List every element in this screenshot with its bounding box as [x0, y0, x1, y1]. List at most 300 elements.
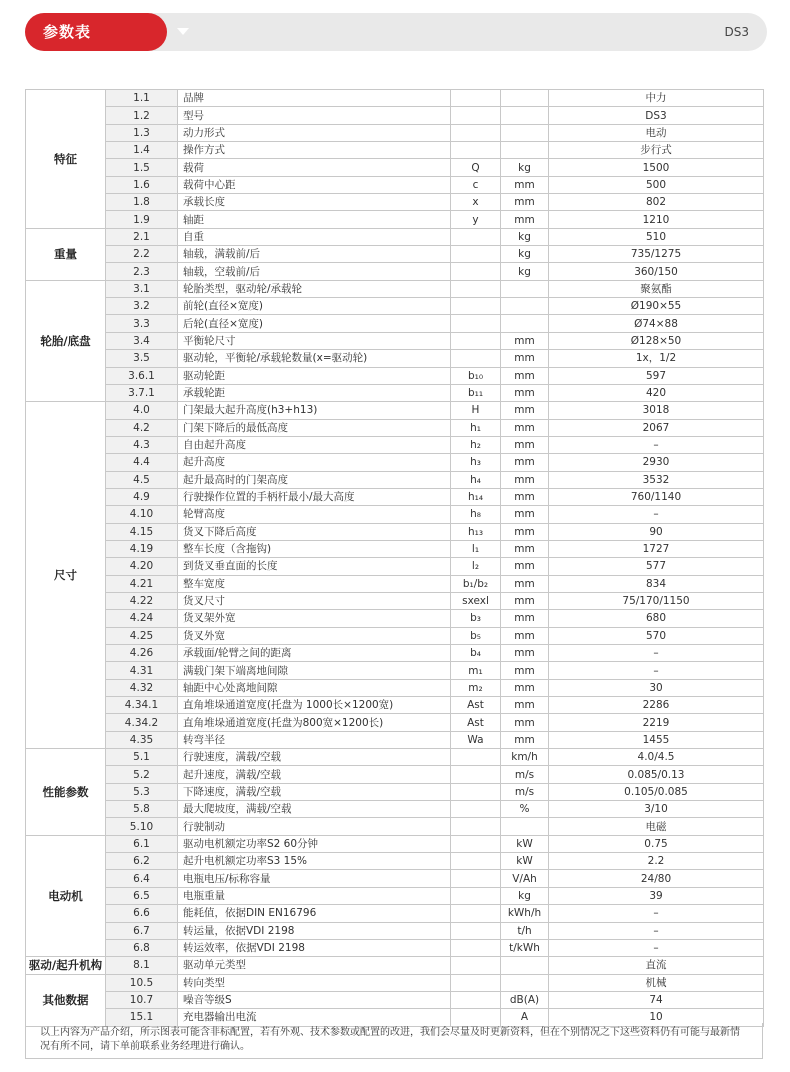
table-row — [26, 402, 764, 419]
item-name: 动力形式 — [178, 124, 451, 141]
item-unit: mm — [501, 714, 549, 731]
table-row — [26, 905, 764, 922]
item-name: 轮臂高度 — [178, 506, 451, 523]
category-cell: 其他数据 — [26, 974, 106, 1026]
item-unit: kWh/h — [501, 905, 549, 922]
item-name: 载荷中心距 — [178, 176, 451, 193]
category-cell: 性能参数 — [26, 749, 106, 836]
item-name: 整车宽度 — [178, 575, 451, 592]
item-number: 5.2 — [106, 766, 178, 783]
item-value: 0.105/0.085 — [549, 783, 764, 800]
item-name: 起升最高时的门架高度 — [178, 471, 451, 488]
item-symbol: h₁₃ — [451, 523, 501, 540]
table-row — [26, 246, 764, 263]
item-name: 前轮(直径×宽度) — [178, 298, 451, 315]
item-number: 6.5 — [106, 887, 178, 904]
item-symbol — [451, 887, 501, 904]
table-row — [26, 384, 764, 401]
item-value: 1210 — [549, 211, 764, 228]
item-number: 5.1 — [106, 749, 178, 766]
item-symbol — [451, 749, 501, 766]
item-name: 驱动轮，平衡轮/承载轮数量(x=驱动轮) — [178, 350, 451, 367]
item-name: 直角堆垛通道宽度(托盘为 1000长×1200宽) — [178, 697, 451, 714]
table-row — [26, 818, 764, 835]
item-unit: m/s — [501, 766, 549, 783]
item-symbol — [451, 332, 501, 349]
item-symbol: l₁ — [451, 540, 501, 557]
table-row — [26, 471, 764, 488]
item-value: 2286 — [549, 697, 764, 714]
item-symbol: x — [451, 194, 501, 211]
item-name: 直角堆垛通道宽度(托盘为800宽×1200长) — [178, 714, 451, 731]
item-number: 1.9 — [106, 211, 178, 228]
item-symbol: h₁ — [451, 419, 501, 436]
item-unit: t/kWh — [501, 939, 549, 956]
category-cell: 电动机 — [26, 835, 106, 956]
table-row — [26, 783, 764, 800]
item-value: 电动 — [549, 124, 764, 141]
item-symbol: Ast — [451, 714, 501, 731]
item-unit: kg — [501, 263, 549, 280]
item-value: 聚氨酯 — [549, 280, 764, 297]
item-value: 2067 — [549, 419, 764, 436]
item-number: 5.8 — [106, 801, 178, 818]
item-symbol: Ast — [451, 697, 501, 714]
table-row — [26, 974, 764, 991]
item-name: 驱动单元类型 — [178, 957, 451, 974]
item-unit — [501, 124, 549, 141]
item-number: 1.4 — [106, 142, 178, 159]
item-symbol — [451, 766, 501, 783]
item-value: 1455 — [549, 731, 764, 748]
item-name: 轮胎类型，驱动轮/承载轮 — [178, 280, 451, 297]
item-symbol: c — [451, 176, 501, 193]
item-symbol — [451, 263, 501, 280]
item-number: 15.1 — [106, 1009, 178, 1026]
item-unit — [501, 818, 549, 835]
item-symbol: H — [451, 402, 501, 419]
table-row — [26, 298, 764, 315]
item-name: 起升电机额定功率S3 15% — [178, 853, 451, 870]
table-row — [26, 107, 764, 124]
table-row — [26, 679, 764, 696]
table-row — [26, 506, 764, 523]
item-unit: mm — [501, 627, 549, 644]
item-symbol: b₃ — [451, 610, 501, 627]
item-unit: kg — [501, 246, 549, 263]
section-title-tab — [25, 13, 167, 51]
item-symbol: b₅ — [451, 627, 501, 644]
item-name: 到货叉垂直面的长度 — [178, 558, 451, 575]
item-name: 自由起升高度 — [178, 436, 451, 453]
item-name: 轴载，满载前/后 — [178, 246, 451, 263]
item-name: 型号 — [178, 107, 451, 124]
item-value: – — [549, 662, 764, 679]
item-symbol: b₁₁ — [451, 384, 501, 401]
item-unit — [501, 974, 549, 991]
item-unit: mm — [501, 436, 549, 453]
item-symbol: y — [451, 211, 501, 228]
item-value: – — [549, 939, 764, 956]
item-symbol — [451, 298, 501, 315]
item-value: DS3 — [549, 107, 764, 124]
table-row — [26, 714, 764, 731]
item-value: 75/170/1150 — [549, 592, 764, 609]
item-number: 4.15 — [106, 523, 178, 540]
category-cell: 轮胎/底盘 — [26, 280, 106, 401]
item-name: 货叉架外宽 — [178, 610, 451, 627]
item-value: 3/10 — [549, 801, 764, 818]
item-value: – — [549, 905, 764, 922]
item-value: 0.75 — [549, 835, 764, 852]
item-value: – — [549, 922, 764, 939]
item-number: 4.25 — [106, 627, 178, 644]
table-row — [26, 801, 764, 818]
table-row — [26, 592, 764, 609]
item-unit: kg — [501, 887, 549, 904]
item-unit: mm — [501, 558, 549, 575]
table-row — [26, 280, 764, 297]
item-name: 电瓶重量 — [178, 887, 451, 904]
item-name: 门架下降后的最低高度 — [178, 419, 451, 436]
table-row — [26, 176, 764, 193]
item-name: 轴载，空载前/后 — [178, 263, 451, 280]
item-symbol: h₂ — [451, 436, 501, 453]
item-unit — [501, 90, 549, 107]
item-number: 3.1 — [106, 280, 178, 297]
item-name: 行驶速度，满载/空载 — [178, 749, 451, 766]
item-value: – — [549, 645, 764, 662]
category-cell: 重量 — [26, 228, 106, 280]
item-value: 680 — [549, 610, 764, 627]
category-cell: 驱动/起升机构 — [26, 957, 106, 974]
item-name: 转运量，依据VDI 2198 — [178, 922, 451, 939]
table-row — [26, 263, 764, 280]
item-unit: mm — [501, 610, 549, 627]
table-row — [26, 662, 764, 679]
table-row — [26, 558, 764, 575]
section-header — [25, 13, 767, 51]
item-unit: mm — [501, 506, 549, 523]
table-row — [26, 142, 764, 159]
item-unit: mm — [501, 540, 549, 557]
item-value: 760/1140 — [549, 488, 764, 505]
item-number: 2.1 — [106, 228, 178, 245]
item-number: 3.2 — [106, 298, 178, 315]
item-value: 0.085/0.13 — [549, 766, 764, 783]
item-value: 3018 — [549, 402, 764, 419]
item-name: 起升速度，满载/空载 — [178, 766, 451, 783]
item-unit: mm — [501, 194, 549, 211]
table-row — [26, 332, 764, 349]
item-number: 4.0 — [106, 402, 178, 419]
item-unit: mm — [501, 645, 549, 662]
item-symbol: m₂ — [451, 679, 501, 696]
table-row — [26, 991, 764, 1008]
table-row — [26, 922, 764, 939]
item-value: 1x，1/2 — [549, 350, 764, 367]
item-number: 3.3 — [106, 315, 178, 332]
model-label: DS3 — [724, 25, 749, 39]
item-name: 下降速度，满载/空载 — [178, 783, 451, 800]
item-name: 承载轮距 — [178, 384, 451, 401]
item-unit: mm — [501, 454, 549, 471]
item-unit — [501, 280, 549, 297]
item-symbol — [451, 90, 501, 107]
item-unit — [501, 315, 549, 332]
item-number: 4.4 — [106, 454, 178, 471]
item-symbol — [451, 280, 501, 297]
item-unit: mm — [501, 697, 549, 714]
table-row — [26, 887, 764, 904]
item-value: 500 — [549, 176, 764, 193]
item-name: 自重 — [178, 228, 451, 245]
item-name: 起升高度 — [178, 454, 451, 471]
item-name: 行驶操作位置的手柄杆最小/最大高度 — [178, 488, 451, 505]
item-number: 4.26 — [106, 645, 178, 662]
item-name: 操作方式 — [178, 142, 451, 159]
item-unit: mm — [501, 402, 549, 419]
item-number: 1.3 — [106, 124, 178, 141]
item-name: 后轮(直径×宽度) — [178, 315, 451, 332]
item-name: 能耗值，依据DIN EN16796 — [178, 905, 451, 922]
item-unit — [501, 107, 549, 124]
table-row — [26, 159, 764, 176]
item-name: 整车长度（含拖钩) — [178, 540, 451, 557]
item-number: 4.10 — [106, 506, 178, 523]
category-cell: 特征 — [26, 90, 106, 229]
item-symbol — [451, 818, 501, 835]
item-name: 平衡轮尺寸 — [178, 332, 451, 349]
item-name: 货叉外宽 — [178, 627, 451, 644]
item-unit: mm — [501, 367, 549, 384]
item-number: 4.9 — [106, 488, 178, 505]
table-row — [26, 835, 764, 852]
item-number: 10.5 — [106, 974, 178, 991]
item-number: 4.34.1 — [106, 697, 178, 714]
item-name: 载荷 — [178, 159, 451, 176]
item-unit: A — [501, 1009, 549, 1026]
item-name: 转弯半径 — [178, 731, 451, 748]
item-value: 步行式 — [549, 142, 764, 159]
item-number: 6.4 — [106, 870, 178, 887]
item-number: 4.5 — [106, 471, 178, 488]
item-number: 4.20 — [106, 558, 178, 575]
item-unit: % — [501, 801, 549, 818]
table-row — [26, 731, 764, 748]
item-symbol — [451, 315, 501, 332]
item-number: 3.5 — [106, 350, 178, 367]
item-value: 834 — [549, 575, 764, 592]
item-value: 577 — [549, 558, 764, 575]
item-symbol: h₄ — [451, 471, 501, 488]
item-number: 2.2 — [106, 246, 178, 263]
item-unit: mm — [501, 592, 549, 609]
item-number: 4.35 — [106, 731, 178, 748]
item-value: 4.0/4.5 — [549, 749, 764, 766]
item-symbol — [451, 783, 501, 800]
item-number: 4.34.2 — [106, 714, 178, 731]
spec-table — [25, 89, 764, 1027]
item-value: 1727 — [549, 540, 764, 557]
item-unit — [501, 957, 549, 974]
table-row — [26, 645, 764, 662]
item-number: 6.7 — [106, 922, 178, 939]
table-row — [26, 124, 764, 141]
item-symbol — [451, 124, 501, 141]
table-row — [26, 367, 764, 384]
item-number: 5.3 — [106, 783, 178, 800]
item-number: 3.4 — [106, 332, 178, 349]
item-number: 6.2 — [106, 853, 178, 870]
item-value: 802 — [549, 194, 764, 211]
item-name: 转运效率，依据VDI 2198 — [178, 939, 451, 956]
item-number: 3.7.1 — [106, 384, 178, 401]
item-symbol: Q — [451, 159, 501, 176]
item-unit: mm — [501, 575, 549, 592]
item-unit: kg — [501, 228, 549, 245]
item-symbol: h₈ — [451, 506, 501, 523]
item-value: 2219 — [549, 714, 764, 731]
item-value: Ø74×88 — [549, 315, 764, 332]
item-number: 6.8 — [106, 939, 178, 956]
item-unit — [501, 298, 549, 315]
item-name: 行驶制动 — [178, 818, 451, 835]
item-value: 597 — [549, 367, 764, 384]
item-name: 承载面/轮臂之间的距离 — [178, 645, 451, 662]
item-symbol — [451, 801, 501, 818]
item-symbol — [451, 922, 501, 939]
item-number: 10.7 — [106, 991, 178, 1008]
item-unit: t/h — [501, 922, 549, 939]
item-unit: mm — [501, 471, 549, 488]
item-symbol — [451, 991, 501, 1008]
item-number: 4.22 — [106, 592, 178, 609]
item-value: 中力 — [549, 90, 764, 107]
table-row — [26, 939, 764, 956]
table-row — [26, 870, 764, 887]
item-name: 门架最大起升高度(h3+h13) — [178, 402, 451, 419]
item-unit: mm — [501, 332, 549, 349]
item-value: Ø128×50 — [549, 332, 764, 349]
item-value: 3532 — [549, 471, 764, 488]
item-unit: mm — [501, 488, 549, 505]
disclaimer-note: 以上内容为产品介绍，所示图表可能含非标配置，若有外观、技术参数或配置的改进，我们会尽量及时更新资料，但在个别情况之下这些资料仍有可能与最新情况有所不同，请下单前联系业务经理进行确认。 — [25, 1023, 763, 1059]
item-symbol — [451, 905, 501, 922]
item-number: 1.6 — [106, 176, 178, 193]
item-number: 5.10 — [106, 818, 178, 835]
item-symbol: l₂ — [451, 558, 501, 575]
item-symbol — [451, 142, 501, 159]
item-symbol: m₁ — [451, 662, 501, 679]
item-symbol — [451, 228, 501, 245]
item-number: 1.5 — [106, 159, 178, 176]
item-unit: kW — [501, 853, 549, 870]
item-symbol: h₁₄ — [451, 488, 501, 505]
item-value: 直流 — [549, 957, 764, 974]
item-number: 4.3 — [106, 436, 178, 453]
item-value: Ø190×55 — [549, 298, 764, 315]
item-value: 74 — [549, 991, 764, 1008]
item-symbol: b₁₀ — [451, 367, 501, 384]
item-unit: mm — [501, 419, 549, 436]
item-unit: kW — [501, 835, 549, 852]
item-value: 10 — [549, 1009, 764, 1026]
item-name: 品牌 — [178, 90, 451, 107]
item-name: 轴距中心处离地间隙 — [178, 679, 451, 696]
table-row — [26, 575, 764, 592]
item-value: 510 — [549, 228, 764, 245]
item-value: 570 — [549, 627, 764, 644]
item-name: 满载门架下端离地间隙 — [178, 662, 451, 679]
item-symbol: sxexl — [451, 592, 501, 609]
item-symbol — [451, 350, 501, 367]
item-unit: m/s — [501, 783, 549, 800]
item-value: 360/150 — [549, 263, 764, 280]
item-unit: mm — [501, 679, 549, 696]
item-unit — [501, 142, 549, 159]
item-number: 4.24 — [106, 610, 178, 627]
item-name: 充电器输出电流 — [178, 1009, 451, 1026]
item-name: 噪音等级S — [178, 991, 451, 1008]
item-symbol — [451, 835, 501, 852]
item-value: 30 — [549, 679, 764, 696]
item-number: 4.31 — [106, 662, 178, 679]
item-unit: mm — [501, 350, 549, 367]
table-row — [26, 211, 764, 228]
item-number: 4.21 — [106, 575, 178, 592]
item-unit: mm — [501, 176, 549, 193]
item-name: 驱动轮距 — [178, 367, 451, 384]
item-unit: mm — [501, 731, 549, 748]
item-value: 39 — [549, 887, 764, 904]
table-row — [26, 627, 764, 644]
item-number: 4.2 — [106, 419, 178, 436]
table-row — [26, 315, 764, 332]
item-number: 1.1 — [106, 90, 178, 107]
item-symbol: Wa — [451, 731, 501, 748]
table-row — [26, 957, 764, 974]
item-name: 电瓶电压/标称容量 — [178, 870, 451, 887]
item-unit: km/h — [501, 749, 549, 766]
item-number: 1.8 — [106, 194, 178, 211]
item-number: 1.2 — [106, 107, 178, 124]
table-row — [26, 853, 764, 870]
item-number: 4.19 — [106, 540, 178, 557]
table-row — [26, 350, 764, 367]
item-number: 8.1 — [106, 957, 178, 974]
item-name: 驱动电机额定功率S2 60分钟 — [178, 835, 451, 852]
table-row — [26, 454, 764, 471]
table-row — [26, 419, 764, 436]
item-number: 2.3 — [106, 263, 178, 280]
table-row — [26, 488, 764, 505]
item-unit: kg — [501, 159, 549, 176]
item-symbol: h₃ — [451, 454, 501, 471]
table-row — [26, 228, 764, 245]
item-unit: mm — [501, 662, 549, 679]
item-symbol — [451, 870, 501, 887]
item-number: 6.1 — [106, 835, 178, 852]
table-row — [26, 90, 764, 107]
item-name: 最大爬坡度，满载/空载 — [178, 801, 451, 818]
item-symbol: b₁/b₂ — [451, 575, 501, 592]
item-value: 420 — [549, 384, 764, 401]
item-value: 2930 — [549, 454, 764, 471]
item-unit: mm — [501, 384, 549, 401]
item-number: 6.6 — [106, 905, 178, 922]
item-value: 90 — [549, 523, 764, 540]
